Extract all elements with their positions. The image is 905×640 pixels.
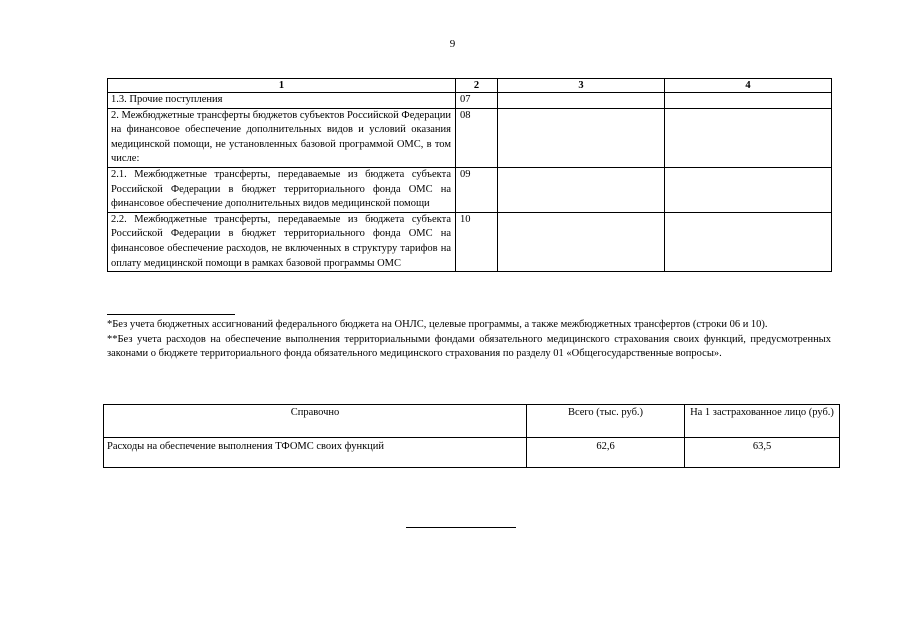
main-table <box>107 78 832 272</box>
table-row <box>108 108 832 167</box>
table-header-row <box>108 79 832 93</box>
footnote-1: *Без учета бюджетных ассигнований федерального бюджета на ОНЛС, целевые программы, а также межбюджетных трансфертов (строки 06 и 10). <box>107 319 768 330</box>
summary-header: На 1 застрахованное лицо (руб.) <box>685 405 840 438</box>
value-cell <box>498 108 665 167</box>
row-code: 07 <box>456 93 498 109</box>
value-cell <box>498 93 665 109</box>
row-code: 08 <box>456 108 498 167</box>
table-row <box>108 93 832 109</box>
value-cell <box>498 167 665 212</box>
row-label: 2. Межбюджетные трансферты бюджетов субъектов Российской Федерации на финансовое обеспечение дополнительных видов и условий оказания медицинской помощи, не установленных базовой программой ОМС, в том числе: <box>108 108 456 167</box>
table-row <box>108 167 832 212</box>
summary-header: Справочно <box>104 405 527 438</box>
summary-header-row <box>104 405 840 438</box>
row-label: 2.2. Межбюджетные трансферты, передаваемые из бюджета субъекта Российской Федерации в бюджет территориального фонда ОМС на финансовое обеспечение расходов, не включенных в структуру тарифов на оплату медицинской помощи в рамках базовой программы ОМС <box>108 212 456 271</box>
row-code: 09 <box>456 167 498 212</box>
column-header: 1 <box>108 79 456 93</box>
value-cell <box>665 93 832 109</box>
value-cell <box>498 212 665 271</box>
value-cell <box>665 167 832 212</box>
summary-total: 62,6 <box>527 438 685 468</box>
end-divider <box>406 527 516 528</box>
summary-table <box>103 404 840 468</box>
column-header: 3 <box>498 79 665 93</box>
footnote-2: **Без учета расходов на обеспечение выполнения территориальными фондами обязательного медицинского страхования своих функций, предусмотренных законами о бюджете территориального фонда обязательного медицинского страхования по разделу 01 «Общегосударственные вопросы». <box>107 333 831 360</box>
footnotes <box>107 318 831 362</box>
footnote-divider <box>107 314 235 315</box>
row-code: 10 <box>456 212 498 271</box>
row-label: 1.3. Прочие поступления <box>108 93 456 109</box>
summary-label: Расходы на обеспечение выполнения ТФОМС своих функций <box>104 438 527 468</box>
table-row <box>108 212 832 271</box>
summary-header: Всего (тыс. руб.) <box>527 405 685 438</box>
summary-per-person: 63,5 <box>685 438 840 468</box>
value-cell <box>665 212 832 271</box>
value-cell <box>665 108 832 167</box>
column-header: 2 <box>456 79 498 93</box>
summary-row <box>104 438 840 468</box>
column-header: 4 <box>665 79 832 93</box>
page-number: 9 <box>449 38 456 50</box>
row-label: 2.1. Межбюджетные трансферты, передаваемые из бюджета субъекта Российской Федерации в бюджет территориального фонда ОМС на финансовое обеспечение дополнительных видов медицинской помощи <box>108 167 456 212</box>
